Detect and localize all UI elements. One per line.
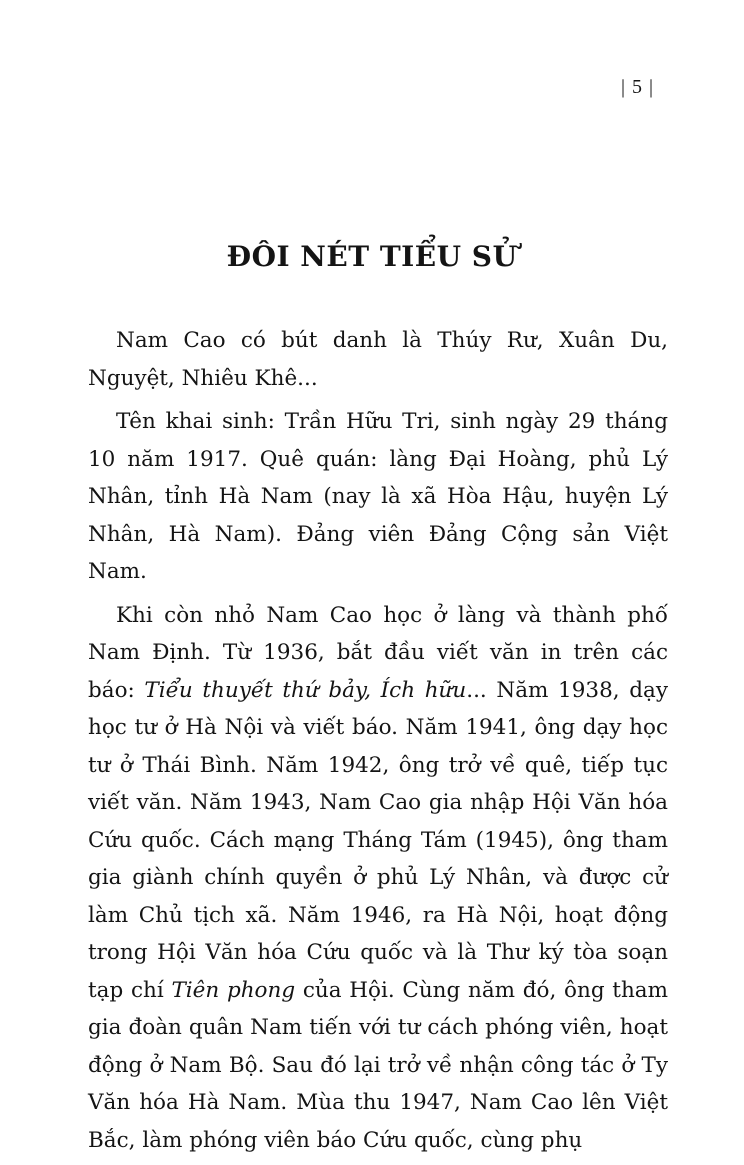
paragraph-pen-names bbox=[88, 322, 668, 397]
paragraph-text: Tên khai sinh: Trần Hữu Tri, sinh ngày 29 tháng 10 năm 1917. Quê quán: làng Đại Hoàng, phủ Lý Nhân, tỉnh Hà Nam (nay là xã Hòa Hậu, huyện Lý Nhân, Hà Nam). Đảng viên Đảng Cộng sản Việt Nam. bbox=[88, 409, 668, 584]
italic-magazine-name: Tiên phong bbox=[171, 977, 296, 1003]
page-number: | 5 | bbox=[620, 76, 654, 98]
paragraph-text: của Hội. Cùng năm đó, ông tham gia đoàn quân Nam tiến với tư cách phóng viên, hoạt động ở Nam Bộ. Sau đó lại trở về nhận công tác ở Ty Văn hóa Hà Nam. Mùa thu 1947, Nam Cao lên Việt Bắc, làm phóng viên báo Cứu quốc, cùng phụ bbox=[88, 977, 668, 1153]
paragraph-text: Nam Cao có bút danh là Thúy Rư, Xuân Du, Nguyệt, Nhiêu Khê... bbox=[88, 328, 668, 391]
paragraph-birth-info bbox=[88, 403, 668, 591]
italic-newspaper-names: Tiểu thuyết thứ bảy, Ích hữu bbox=[144, 677, 467, 703]
paragraph-text: Khi còn nhỏ Nam Cao học ở làng và thành phố Nam Định. Từ 1936, bắt đầu viết văn in trên các báo: bbox=[88, 602, 668, 703]
paragraph-text: ... Năm 1938, dạy học tư ở Hà Nội và viết báo. Năm 1941, ông dạy học tư ở Thái Bình. Năm 1942, ông trở về quê, tiếp tục viết văn. Năm 1943, Nam Cao gia nhập Hội Văn hóa Cứu quốc. Cách mạng Tháng Tám (1945), ông tham gia giành chính quyền ở phủ Lý Nhân, và được cử làm Chủ tịch xã. Năm 1946, ra Hà Nội, hoạt động trong Hội Văn hóa Cứu quốc và là Thư ký tòa soạn tạp chí bbox=[88, 677, 668, 1003]
body-text bbox=[88, 322, 668, 1165]
paragraph-career bbox=[88, 597, 668, 1160]
page-title: ĐÔI NÉT TIỂU SỬ bbox=[226, 240, 518, 273]
